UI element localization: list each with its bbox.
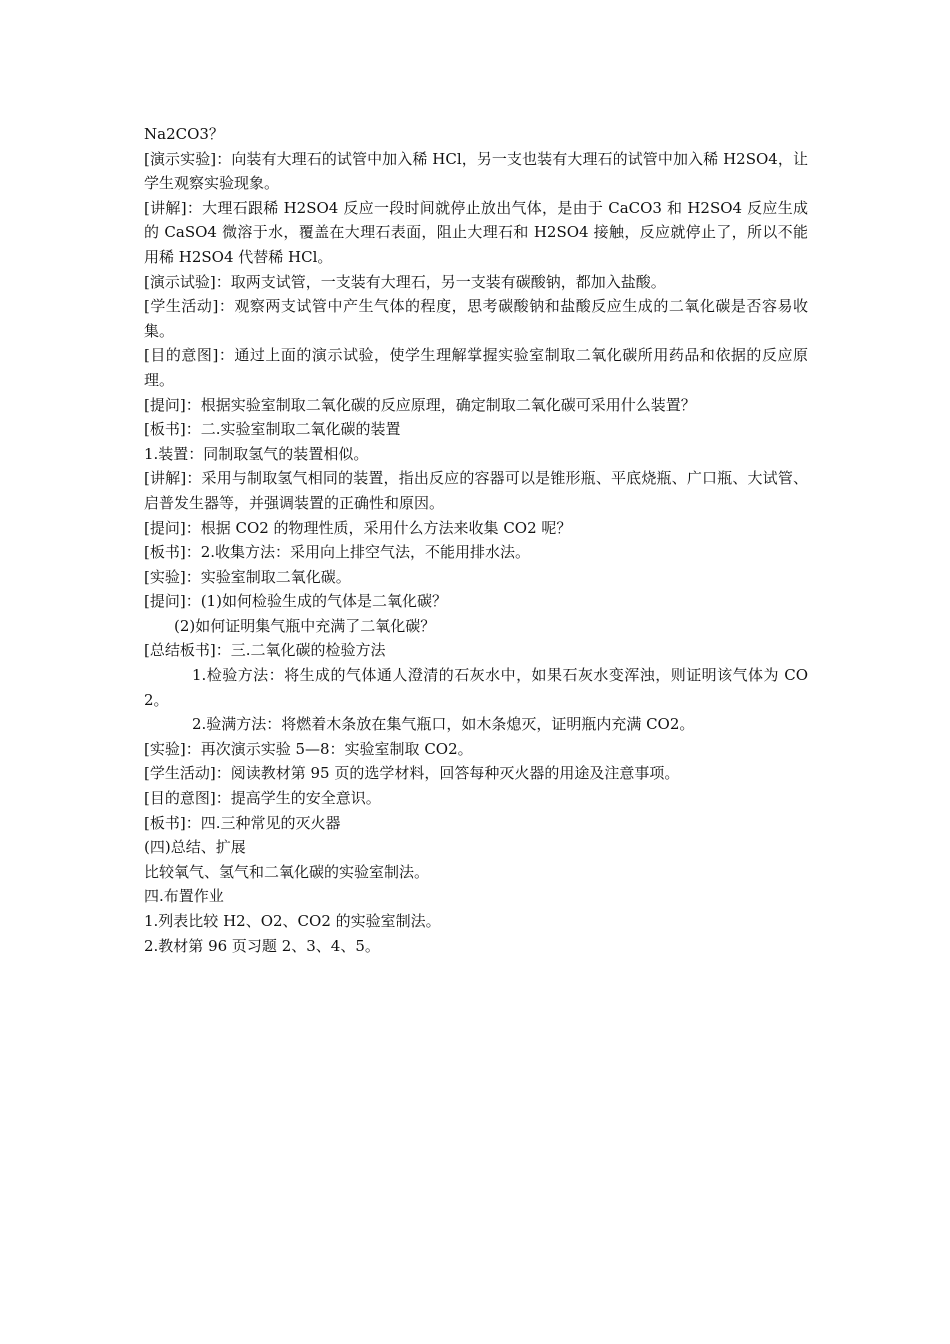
paragraph-homework-1: 1.列表比较 H2、O2、CO2 的实验室制法。 [144,912,441,930]
document-body [144,122,808,958]
paragraph-question-test-1: [提问]：(1)如何检验生成的气体是二氧化碳？ [144,592,447,611]
paragraph-compare: 比较氧气、氢气和二氧化碳的实验室制法。 [144,862,430,881]
paragraph-student-activity-1: [学生活动]：观察两支试管中产生气体的程度，思考碳酸钠和盐酸反应生成的二氧化碳是否容易收集。 [144,297,808,340]
paragraph-demo-test: [演示试验]：取两支试管，一支装有大理石，另一支装有碳酸钠，都加入盐酸。 [144,272,666,291]
paragraph-student-activity-2: [学生活动]：阅读教材第 95 页的选学材料，回答每种灭火器的用途及注意事项。 [144,764,680,783]
paragraph-homework-2: 2.教材第 96 页习题 2、3、4、5。 [144,936,380,955]
paragraph-question-apparatus: [提问]：根据实验室制取二氧化碳的反应原理，确定制取二氧化碳可采用什么装置？ [144,395,696,414]
paragraph-summary-board: [总结板书]：三.二氧化碳的检验方法 [144,641,386,660]
paragraph-summary-heading: (四)总结、扩展 [144,838,246,857]
paragraph-board-apparatus: [板书]：二.实验室制取二氧化碳的装置 [144,420,401,439]
paragraph-question-collect: [提问]：根据 CO2 的物理性质，采用什么方法来收集 CO2 呢？ [144,518,572,537]
paragraph-demo-experiment: [演示实验]：向装有大理石的试管中加入稀 HCl，另一支也装有大理石的试管中加入稀 H2SO4，让学生观察实验现象。 [144,149,808,193]
paragraph-na2co3: Na2CO3？ [144,125,224,143]
paragraph-explanation-h2so4: [讲解]：大理石跟稀 H2SO4 反应一段时间就停止放出气体，是由于 CaCO3 和 H2SO4 反应生成的 CaSO4 微溶于水，覆盖在大理石表面，阻止大理石和 H2SO4 接触，反应就停止了，所以不能用稀 H2SO4 代替稀 HCl。 [144,198,808,266]
paragraph-board-collect: [板书]：2.收集方法：采用向上排空气法，不能用排水法。 [144,543,531,562]
paragraph-full-method: 2.验满方法：将燃着木条放在集气瓶口，如木条熄灭，证明瓶内充满 CO2。 [192,715,695,734]
paragraph-purpose-2: [目的意图]：提高学生的安全意识。 [144,789,381,808]
paragraph-experiment-1: [实验]：实验室制取二氧化碳。 [144,567,351,586]
paragraph-explanation-apparatus: [讲解]：采用与制取氢气相同的装置，指出反应的容器可以是锥形瓶、平底烧瓶、广口瓶、大试管、启普发生器等，并强调装置的正确性和原因。 [144,469,808,512]
paragraph-homework-heading: 四.布置作业 [144,887,224,906]
paragraph-experiment-2: [实验]：再次演示实验 5—8：实验室制取 CO2。 [144,739,473,758]
paragraph-test-method: 1.检验方法：将生成的气体通人澄清的石灰水中，如果石灰水变浑浊，则证明该气体为 CO2。 [144,666,808,709]
paragraph-apparatus-item: 1.装置：同制取氢气的装置相似。 [144,444,369,463]
paragraph-question-test-2: (2)如何证明集气瓶中充满了二氧化碳？ [174,616,436,635]
paragraph-board-extinguishers: [板书]：四.三种常见的灭火器 [144,813,341,832]
paragraph-purpose-1: [目的意图]：通过上面的演示试验，使学生理解掌握实验室制取二氧化碳所用药品和依据的反应原理。 [144,346,808,389]
